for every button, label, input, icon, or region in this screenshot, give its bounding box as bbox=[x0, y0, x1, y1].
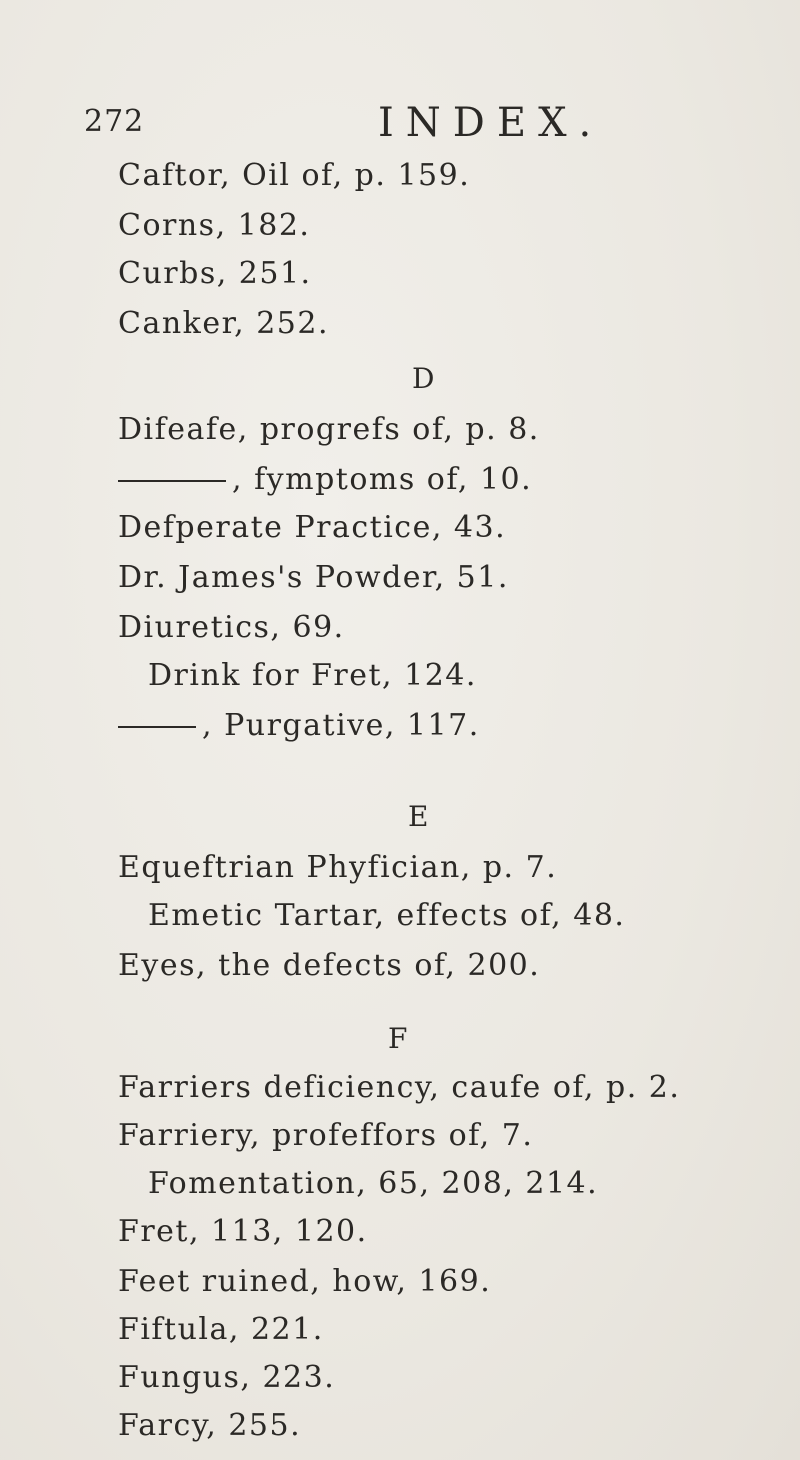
running-head: INDEX. bbox=[378, 100, 604, 146]
index-entry: Diuretics, 69. bbox=[118, 610, 345, 645]
index-entry: Feet ruined, how, 169. bbox=[118, 1264, 492, 1299]
entry-text: , fymptoms of, 10. bbox=[232, 462, 533, 497]
index-entry bbox=[118, 462, 532, 497]
index-entry: Fungus, 223. bbox=[118, 1360, 336, 1395]
index-entry: Caftor, Oil of, p. 159. bbox=[118, 158, 471, 193]
index-entry bbox=[118, 708, 480, 743]
ditto-dash bbox=[118, 726, 196, 728]
section-letter-e: E bbox=[408, 800, 429, 833]
index-entry: Drink for Fret, 124. bbox=[148, 658, 477, 693]
index-entry: Equeftrian Phyfician, p. 7. bbox=[118, 850, 558, 885]
index-entry: Fiftula, 221. bbox=[118, 1312, 324, 1347]
entry-text: , Purgative, 117. bbox=[202, 708, 480, 743]
index-entry: Farriers deficiency, caufe of, p. 2. bbox=[118, 1070, 681, 1105]
index-entry: Dr. James's Powder, 51. bbox=[118, 560, 509, 595]
index-entry: Eyes, the defects of, 200. bbox=[118, 948, 541, 983]
index-entry: Canker, 252. bbox=[118, 306, 330, 341]
index-entry: Emetic Tartar, effects of, 48. bbox=[148, 898, 626, 933]
index-entry: Fomentation, 65, 208, 214. bbox=[148, 1166, 599, 1201]
index-entry: Farcy, 255. bbox=[118, 1408, 302, 1443]
ditto-dash bbox=[118, 480, 226, 482]
index-entry: Difeafe, progrefs of, p. 8. bbox=[118, 412, 540, 447]
index-entry: Curbs, 251. bbox=[118, 256, 312, 291]
index-entry: Farriery, profeffors of, 7. bbox=[118, 1118, 534, 1153]
section-letter-f: F bbox=[388, 1022, 408, 1055]
index-entry: Corns, 182. bbox=[118, 208, 311, 243]
index-entry: Fret, 113, 120. bbox=[118, 1214, 368, 1249]
index-entry: Defperate Practice, 43. bbox=[118, 510, 507, 545]
page-number: 272 bbox=[84, 104, 145, 139]
section-letter-d: D bbox=[412, 362, 435, 395]
